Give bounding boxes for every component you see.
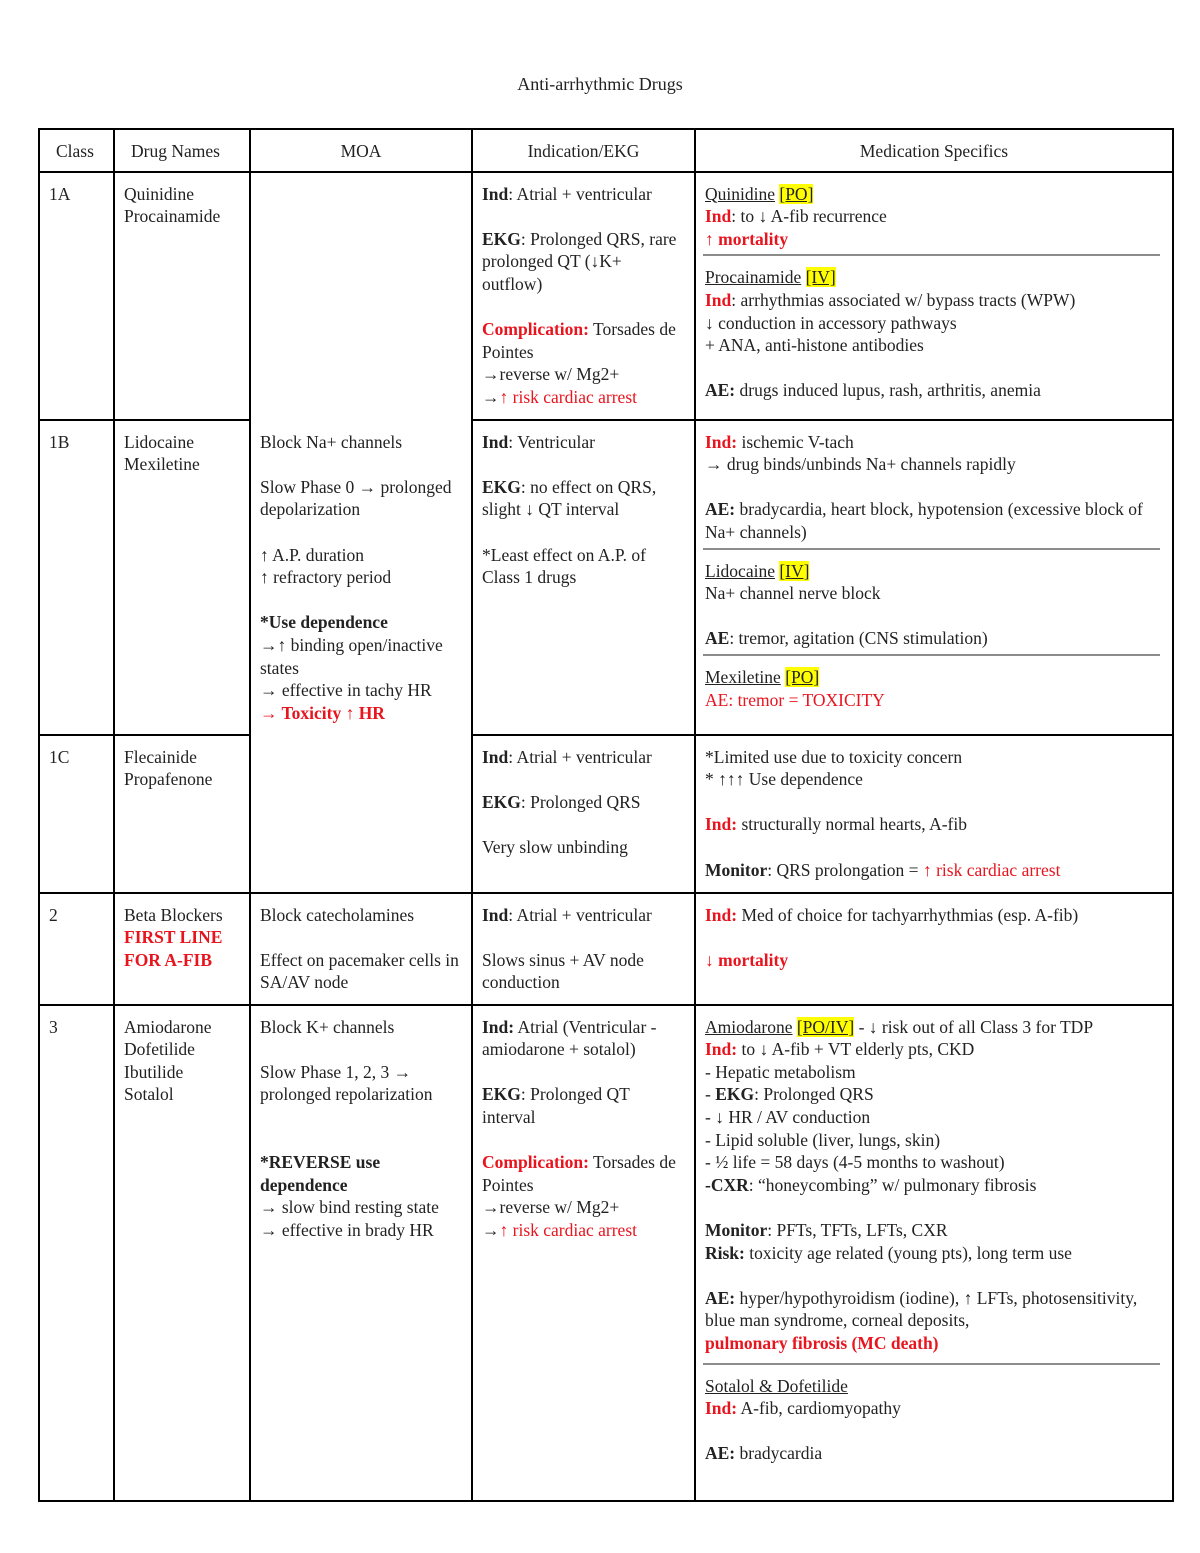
- class-cell: 1A: [39, 172, 114, 420]
- moa-cell-class-1: [250, 172, 472, 893]
- divider: [703, 1363, 1160, 1365]
- complication-text: Torsades de Pointes: [482, 319, 676, 362]
- drug-table: [38, 128, 1174, 1502]
- arrow: →: [482, 1219, 500, 1240]
- ind-label: Ind: [482, 904, 509, 925]
- drug-name: Sotalol: [124, 1084, 174, 1105]
- moa-line: ↑ A.P. duration: [260, 544, 365, 565]
- arrow: →: [482, 386, 500, 407]
- monitor-label: Monitor: [705, 1219, 768, 1240]
- procainamide-heading: [705, 266, 1164, 289]
- monitor-text: : PFTs, TFTs, LFTs, CXR: [767, 1219, 948, 1240]
- ae-label: AE:: [705, 380, 736, 401]
- ekg-text: : Prolonged QT interval: [482, 1084, 630, 1127]
- ind-label: Ind:: [705, 814, 738, 835]
- ekg-text: : no effect on QRS, slight ↓ QT interval: [482, 476, 657, 520]
- ekg-line: [482, 791, 686, 814]
- risk-label: Risk:: [705, 1242, 745, 1263]
- row-class-1b: [39, 420, 1173, 735]
- indication-note: Very slow unbinding: [482, 836, 628, 857]
- drug-name: Quinidine: [124, 183, 194, 204]
- moa-line: Slow Phase 0 → prolonged depolarization: [260, 476, 452, 520]
- moa-cell: [250, 1005, 472, 1501]
- moa-line: Block Na+ channels: [260, 431, 403, 452]
- ae-text: bradycardia, heart block, hypotension (excessive block of Na+ channels): [705, 499, 1143, 542]
- header-drug-names: Drug Names: [114, 129, 250, 172]
- moa-cell: [250, 893, 472, 1005]
- drug-name: Lidocaine: [124, 431, 194, 452]
- spec-line: * ↑↑↑ Use dependence: [705, 769, 863, 790]
- route-badge: [IV]: [779, 560, 810, 581]
- quinidine-ind: [705, 205, 1164, 228]
- ekg-line: [482, 476, 686, 521]
- spec-ind: [705, 813, 1164, 836]
- drug-names-cell: [114, 893, 250, 1005]
- moa-line: → effective in tachy HR: [260, 680, 432, 701]
- class-cell: 2: [39, 893, 114, 1005]
- sotalol-ind: [705, 1397, 1164, 1420]
- ekg-label: EKG: [715, 1084, 755, 1105]
- moa-reverse-use-dependence: *REVERSE use dependence: [260, 1152, 381, 1195]
- divider: [703, 254, 1160, 256]
- drug-heading-name: Procainamide: [705, 267, 802, 288]
- row-class-2: [39, 893, 1173, 1005]
- ind-text: : arrhythmias associated w/ bypass tracts (WPW): [731, 289, 1076, 310]
- procainamide-ind: [705, 289, 1164, 312]
- ind-text: : Atrial + ventricular: [508, 746, 652, 767]
- drug-name: Propafenone: [124, 769, 213, 790]
- specifics-cell: [695, 735, 1173, 893]
- ind-text: : Atrial + ventricular: [508, 904, 652, 925]
- ind-label: Ind: [705, 289, 732, 310]
- drug-name: Flecainide: [124, 746, 197, 767]
- moa-line: Block K+ channels: [260, 1016, 395, 1037]
- ind-label: Ind:: [482, 1016, 515, 1037]
- mexiletine-heading: [705, 666, 1164, 689]
- specifics-cell: [695, 420, 1173, 735]
- route-badge: [PO/IV]: [796, 1016, 855, 1037]
- ind-text: : Ventricular: [508, 431, 595, 452]
- ind-text: structurally normal hearts, A-fib: [737, 814, 967, 835]
- lidocaine-ae: [705, 627, 1164, 650]
- spec-line: *Limited use due to toxicity concern: [705, 746, 963, 767]
- specifics-cell: [695, 893, 1173, 1005]
- lidocaine-heading: [705, 560, 1164, 583]
- header-medication-specifics: Medication Specifics: [695, 129, 1173, 172]
- heading-note: - ↓ risk out of all Class 3 for TDP: [854, 1016, 1094, 1037]
- complication-reverse: →reverse w/ Mg2+: [482, 1197, 620, 1218]
- ekg-line: [482, 228, 686, 296]
- spec-ae: [705, 1287, 1164, 1332]
- ekg-label: EKG: [482, 476, 521, 497]
- ind-line: [482, 1016, 686, 1061]
- spec-ind: [705, 431, 1164, 454]
- complication-reverse: →reverse w/ Mg2+: [482, 364, 620, 385]
- moa-line: Slow Phase 1, 2, 3 → prolonged repolarization: [260, 1061, 433, 1105]
- moa-toxicity: → Toxicity ↑ HR: [260, 702, 385, 723]
- drug-heading-name: Quinidine: [705, 183, 775, 204]
- ekg-line: [482, 1083, 686, 1128]
- ekg-label: EKG: [482, 228, 521, 249]
- ind-line: [482, 904, 686, 927]
- ekg-label: EKG: [482, 1084, 521, 1105]
- ae-label: AE: [705, 628, 730, 649]
- drug-names-cell: [114, 1005, 250, 1501]
- risk-text: toxicity age related (young pts), long term use: [744, 1242, 1072, 1263]
- indication-cell: [472, 172, 695, 420]
- complication-line: [482, 318, 686, 363]
- moa-line: Effect on pacemaker cells in SA/AV node: [260, 949, 459, 993]
- spec-line: - Hepatic metabolism: [705, 1061, 856, 1082]
- ekg-text: : Prolonged QRS, rare prolonged QT (↓K+ outflow): [482, 228, 677, 294]
- row-class-3: [39, 1005, 1173, 1501]
- spec-monitor: [705, 859, 1164, 882]
- spec-line: - ↓ HR / AV conduction: [705, 1106, 871, 1127]
- ekg-label: EKG: [482, 791, 521, 812]
- ind-line: [482, 746, 686, 769]
- header-moa: MOA: [250, 129, 472, 172]
- ekg-text: : Prolonged QRS: [520, 791, 641, 812]
- spec-line: ↓ conduction in accessory pathways: [705, 312, 957, 333]
- sotalol-heading: [705, 1375, 1164, 1398]
- class-cell: 1C: [39, 735, 114, 893]
- amiodarone-heading: [705, 1016, 1164, 1039]
- monitor-text: : QRS prolongation =: [767, 859, 923, 880]
- drug-heading-name: Mexiletine: [705, 666, 781, 687]
- monitor-risk: ↑ risk cardiac arrest: [922, 859, 1061, 880]
- mexiletine-ae: AE: tremor = TOXICITY: [705, 689, 885, 710]
- spec-mortality: ↓ mortality: [705, 949, 789, 970]
- spec-line: + ANA, anti-histone antibodies: [705, 335, 924, 356]
- indication-cell: [472, 420, 695, 735]
- monitor-label: Monitor: [705, 859, 768, 880]
- ind-label: Ind:: [705, 431, 738, 452]
- spec-line: - ½ life = 58 days (4-5 months to washout): [705, 1152, 1005, 1173]
- drug-names-cell: [114, 420, 250, 735]
- spec-ae: [705, 498, 1164, 543]
- spec-monitor: [705, 1219, 1164, 1242]
- ind-label: Ind:: [705, 904, 738, 925]
- row-class-1a: [39, 172, 1173, 420]
- ind-text: : to ↓ A-fib recurrence: [731, 206, 887, 227]
- drug-name: Ibutilide: [124, 1061, 184, 1082]
- complication-label: Complication:: [482, 1152, 589, 1173]
- document-title: Anti-arrhythmic Drugs: [517, 74, 683, 94]
- complication-label: Complication:: [482, 319, 589, 340]
- indication-cell: [472, 893, 695, 1005]
- ae-text: bradycardia: [735, 1443, 823, 1464]
- drug-name: Mexiletine: [124, 454, 200, 475]
- ekg-text: : Prolonged QRS: [754, 1084, 874, 1105]
- drug-names-cell: [114, 172, 250, 420]
- ind-text: to ↓ A-fib + VT elderly pts, CKD: [737, 1039, 975, 1060]
- ae-pulmonary-fibrosis: pulmonary fibrosis (MC death): [705, 1332, 939, 1353]
- ind-text: : Atrial + ventricular: [508, 183, 652, 204]
- spec-line: - Lipid soluble (liver, lungs, skin): [705, 1129, 941, 1150]
- spec-line-cxr: [705, 1174, 1164, 1197]
- ind-label: Ind:: [705, 1039, 738, 1060]
- spec-ind: [705, 904, 1164, 927]
- first-line-label: FOR A-FIB: [124, 949, 212, 970]
- drug-names-cell: [114, 735, 250, 893]
- drug-name: Dofetilide: [124, 1039, 195, 1060]
- procainamide-ae: [705, 379, 1164, 402]
- bullet: -: [705, 1084, 716, 1105]
- route-badge: [PO]: [785, 666, 820, 687]
- complication-line: [482, 1151, 686, 1196]
- ind-label: Ind: [482, 746, 509, 767]
- ind-text: A-fib, cardiomyopathy: [737, 1398, 901, 1419]
- ind-label: Ind:: [705, 1398, 738, 1419]
- indication-cell: [472, 1005, 695, 1501]
- indication-cell: [472, 735, 695, 893]
- drug-heading-name: Lidocaine: [705, 560, 775, 581]
- row-class-1c: [39, 735, 1173, 893]
- ae-label: AE:: [705, 1287, 736, 1308]
- first-line-label: FIRST LINE: [124, 927, 223, 948]
- ae-text: hyper/hypothyroidism (iodine), ↑ LFTs, photosensitivity, blue man syndrome, corneal deposits,: [705, 1287, 1138, 1331]
- specifics-cell: [695, 172, 1173, 420]
- drug-heading-name: Sotalol & Dofetilide: [705, 1375, 848, 1396]
- moa-line: → slow bind resting state: [260, 1197, 439, 1218]
- drug-name: Procainamide: [124, 206, 221, 227]
- spec-line: → drug binds/unbinds Na+ channels rapidly: [705, 454, 1016, 475]
- drug-name: Amiodarone: [124, 1016, 212, 1037]
- divider: [703, 548, 1160, 550]
- risk-text: ↑ risk cardiac arrest: [499, 386, 637, 407]
- moa-line: ↑ refractory period: [260, 567, 392, 588]
- spec-line: Na+ channel nerve block: [705, 583, 881, 604]
- drug-name: Beta Blockers: [124, 904, 223, 925]
- moa-line: Block catecholamines: [260, 904, 415, 925]
- spec-risk: [705, 1242, 1164, 1265]
- ind-label: Ind: [482, 431, 509, 452]
- route-badge: [PO]: [779, 183, 814, 204]
- cxr-text: : “honeycombing” w/ pulmonary fibrosis: [748, 1174, 1037, 1195]
- risk-text: ↑ risk cardiac arrest: [499, 1219, 637, 1240]
- header-class: Class: [39, 129, 114, 172]
- ae-text: : tremor, agitation (CNS stimulation): [729, 628, 988, 649]
- class-cell: 1B: [39, 420, 114, 735]
- moa-use-dependence: *Use dependence: [260, 612, 388, 633]
- header-indication-ekg: Indication/EKG: [472, 129, 695, 172]
- ae-label: AE:: [705, 499, 736, 520]
- ind-text: Atrial (Ventricular - amiodarone + sotalol): [482, 1016, 657, 1060]
- indication-note: *Least effect on A.P. of Class 1 drugs: [482, 544, 646, 588]
- header-row: [39, 129, 1173, 172]
- indication-note: Slows sinus + AV node conduction: [482, 949, 644, 993]
- moa-line: → effective in brady HR: [260, 1219, 434, 1240]
- ae-label: AE:: [705, 1443, 736, 1464]
- complication-risk: [482, 1219, 686, 1242]
- route-badge: [IV]: [805, 267, 836, 288]
- divider: [703, 654, 1160, 656]
- spec-line-ekg: [705, 1083, 1164, 1106]
- ind-line: [482, 183, 686, 206]
- amiodarone-ind: [705, 1038, 1164, 1061]
- class-cell: 3: [39, 1005, 114, 1501]
- cxr-label: -CXR: [705, 1174, 749, 1195]
- ae-text: drugs induced lupus, rash, arthritis, anemia: [735, 380, 1041, 401]
- drug-heading-name: Amiodarone: [705, 1016, 793, 1037]
- ind-line: [482, 431, 686, 454]
- moa-line: →↑ binding open/inactive states: [260, 634, 443, 678]
- ind-text: Med of choice for tachyarrhythmias (esp. A-fib): [737, 904, 1079, 925]
- sotalol-ae: [705, 1442, 1164, 1465]
- ind-label: Ind: [482, 183, 509, 204]
- complication-risk: [482, 386, 686, 409]
- quinidine-mortality: ↑ mortality: [705, 228, 789, 249]
- complication-text: Torsades de Pointes: [482, 1152, 676, 1195]
- specifics-cell: [695, 1005, 1173, 1501]
- ind-label: Ind: [705, 206, 732, 227]
- quinidine-heading: [705, 183, 1164, 206]
- ind-text: ischemic V-tach: [737, 431, 854, 452]
